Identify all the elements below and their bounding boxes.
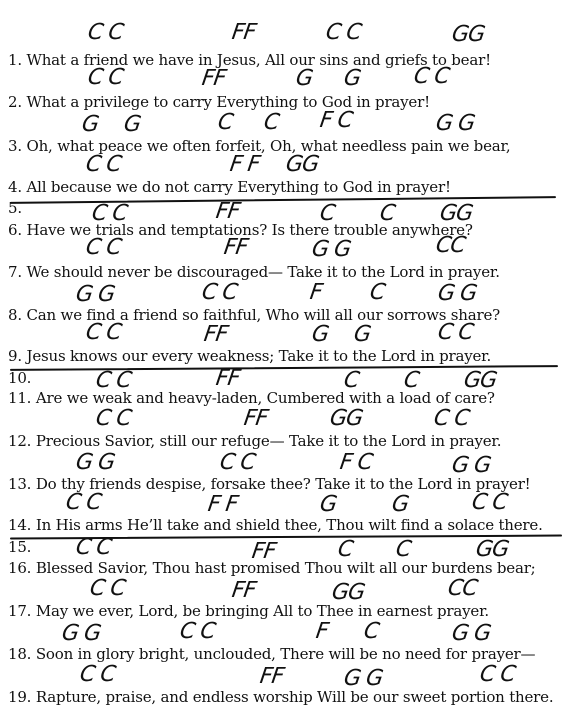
lyric-line (8, 347, 491, 365)
lyric-line (8, 688, 553, 706)
chord: C C (84, 152, 123, 177)
chord: F (308, 280, 324, 305)
lyric-text: Rapture, praise, and endless worship Will be our sweet portion there. (35, 688, 554, 706)
chord: C (336, 537, 355, 562)
line-number: 16. (8, 559, 32, 577)
lyric-line (8, 389, 495, 407)
lyric-line (8, 538, 31, 556)
chord: GG (284, 152, 320, 177)
chord: C C (412, 64, 451, 89)
chord: C (368, 280, 387, 305)
lyric-text: Blessed Savior, Thou hast promised Thou wilt all our burdens bear; (35, 559, 536, 577)
lyric-text: In His arms He’ll take and shield thee, Thou wilt find a solace there. (35, 516, 543, 534)
lyric-line (8, 306, 500, 324)
chord: C C (200, 280, 239, 305)
chord: FF (200, 66, 228, 91)
lyric-line (8, 93, 430, 111)
chord: C C (324, 20, 363, 45)
lyric-text: We should never be discouraged— Take it to the Lord in prayer. (26, 263, 500, 281)
chord: C C (436, 320, 475, 345)
chord: C C (90, 201, 129, 226)
chord: FF (230, 20, 258, 45)
chord: C C (94, 368, 133, 393)
chord: FF (242, 406, 270, 431)
lyric-text: Do thy friends despise, forsake thee? Take it to the Lord in prayer! (35, 475, 531, 493)
chord: G G (60, 621, 102, 646)
chord: G G (436, 281, 478, 306)
lyric-line (8, 516, 543, 534)
chord: G (310, 322, 330, 347)
lyric-text: What a privilege to carry Everything to God in prayer! (26, 93, 430, 111)
chord: C (362, 619, 381, 644)
line-number: 2. (8, 93, 22, 111)
lyric-text: Have we trials and temptations? Is there trouble anywhere? (26, 221, 473, 239)
lyric-text: May we ever, Lord, be bringing All to Thee in earnest prayer. (35, 602, 489, 620)
line-number: 10. (8, 369, 32, 387)
chord: CC (434, 233, 467, 258)
lyric-line (8, 263, 500, 281)
chord: G G (310, 237, 352, 262)
chord: G (390, 492, 410, 517)
chord: G (294, 66, 314, 91)
chord: G (122, 112, 142, 137)
lyric-text: Oh, what peace we often forfeit, Oh, what needless pain we bear, (26, 137, 511, 155)
chord: C C (74, 535, 113, 560)
lyric-text: Soon in glory bright, unclouded, There will be no need for prayer— (35, 645, 536, 663)
lyric-text: What a friend we have in Jesus, All our sins and griefs to bear! (26, 51, 491, 69)
chord: GG (328, 406, 364, 431)
lyric-text: Jesus knows our every weakness; Take it to the Lord in prayer. (26, 347, 492, 365)
chord: FF (214, 199, 242, 224)
chord: C (262, 110, 281, 135)
chord: C C (86, 65, 125, 90)
chord: C C (64, 490, 103, 515)
line-number: 18. (8, 645, 32, 663)
lyric-line (8, 602, 489, 620)
chord: C C (84, 235, 123, 260)
line-number: 15. (8, 538, 32, 556)
chord: C C (94, 406, 133, 431)
line-number: 1. (8, 51, 22, 69)
chord: F F (228, 152, 262, 177)
chord: C C (432, 406, 471, 431)
chord: C (318, 201, 337, 226)
lyric-text: All because we do not carry Everything to God in prayer! (26, 178, 451, 196)
chord: GG (330, 580, 366, 605)
chord: GG (438, 201, 474, 226)
chord: F C (318, 108, 354, 133)
chord: G G (342, 666, 384, 691)
chord: G (352, 322, 372, 347)
chord: C C (218, 450, 257, 475)
chord: F C (338, 450, 374, 475)
chord: G (342, 66, 362, 91)
chord: G (80, 112, 100, 137)
line-number: 8. (8, 306, 22, 324)
chord: G G (434, 111, 476, 136)
line-number: 7. (8, 263, 22, 281)
line-number: 17. (8, 602, 32, 620)
chord: FF (214, 366, 242, 391)
line-number: 5. (8, 199, 22, 217)
chord: C (216, 110, 235, 135)
chord: C C (470, 490, 509, 515)
chord: C (394, 537, 413, 562)
lyric-line (8, 369, 31, 387)
chord: FF (202, 322, 230, 347)
lyric-line (8, 178, 451, 196)
chord: G G (74, 282, 116, 307)
lyric-text: Are we weak and heavy-laden, Cumbered with a load of care? (35, 389, 495, 407)
lyric-line (8, 559, 536, 577)
verse-divider (10, 196, 556, 204)
chord: GG (450, 22, 486, 47)
chord: FF (222, 235, 250, 260)
lyric-text: Precious Savior, still our refuge— Take it to the Lord in prayer. (35, 432, 502, 450)
line-number: 11. (8, 389, 32, 407)
lyric-line (8, 645, 535, 663)
chord: G (318, 492, 338, 517)
chord: F (314, 619, 330, 644)
line-number: 3. (8, 137, 22, 155)
chord: FF (230, 578, 258, 603)
chord: G G (74, 450, 116, 475)
chord: FF (250, 539, 278, 564)
chord: C C (86, 20, 125, 45)
line-number: 12. (8, 432, 32, 450)
line-number: 9. (8, 347, 22, 365)
lyric-text: Can we find a friend so faithful, Who will all our sorrows share? (26, 306, 500, 324)
chord: C C (84, 320, 123, 345)
chord: C C (78, 662, 117, 687)
line-number: 14. (8, 516, 32, 534)
chord: G G (450, 621, 492, 646)
chord: C (378, 201, 397, 226)
lyric-line (8, 199, 22, 217)
chord: C (342, 368, 361, 393)
line-number: 19. (8, 688, 32, 706)
chord: F F (206, 492, 240, 517)
chord: C C (178, 619, 217, 644)
lyric-line (8, 432, 501, 450)
chord: GG (462, 368, 498, 393)
chord: CC (446, 576, 479, 601)
line-number: 6. (8, 221, 22, 239)
chord: G G (450, 453, 492, 478)
chord: C C (88, 576, 127, 601)
line-number: 4. (8, 178, 22, 196)
chord: FF (258, 664, 286, 689)
chord: C C (478, 662, 517, 687)
chord: GG (474, 537, 510, 562)
chord: C (402, 368, 421, 393)
line-number: 13. (8, 475, 32, 493)
